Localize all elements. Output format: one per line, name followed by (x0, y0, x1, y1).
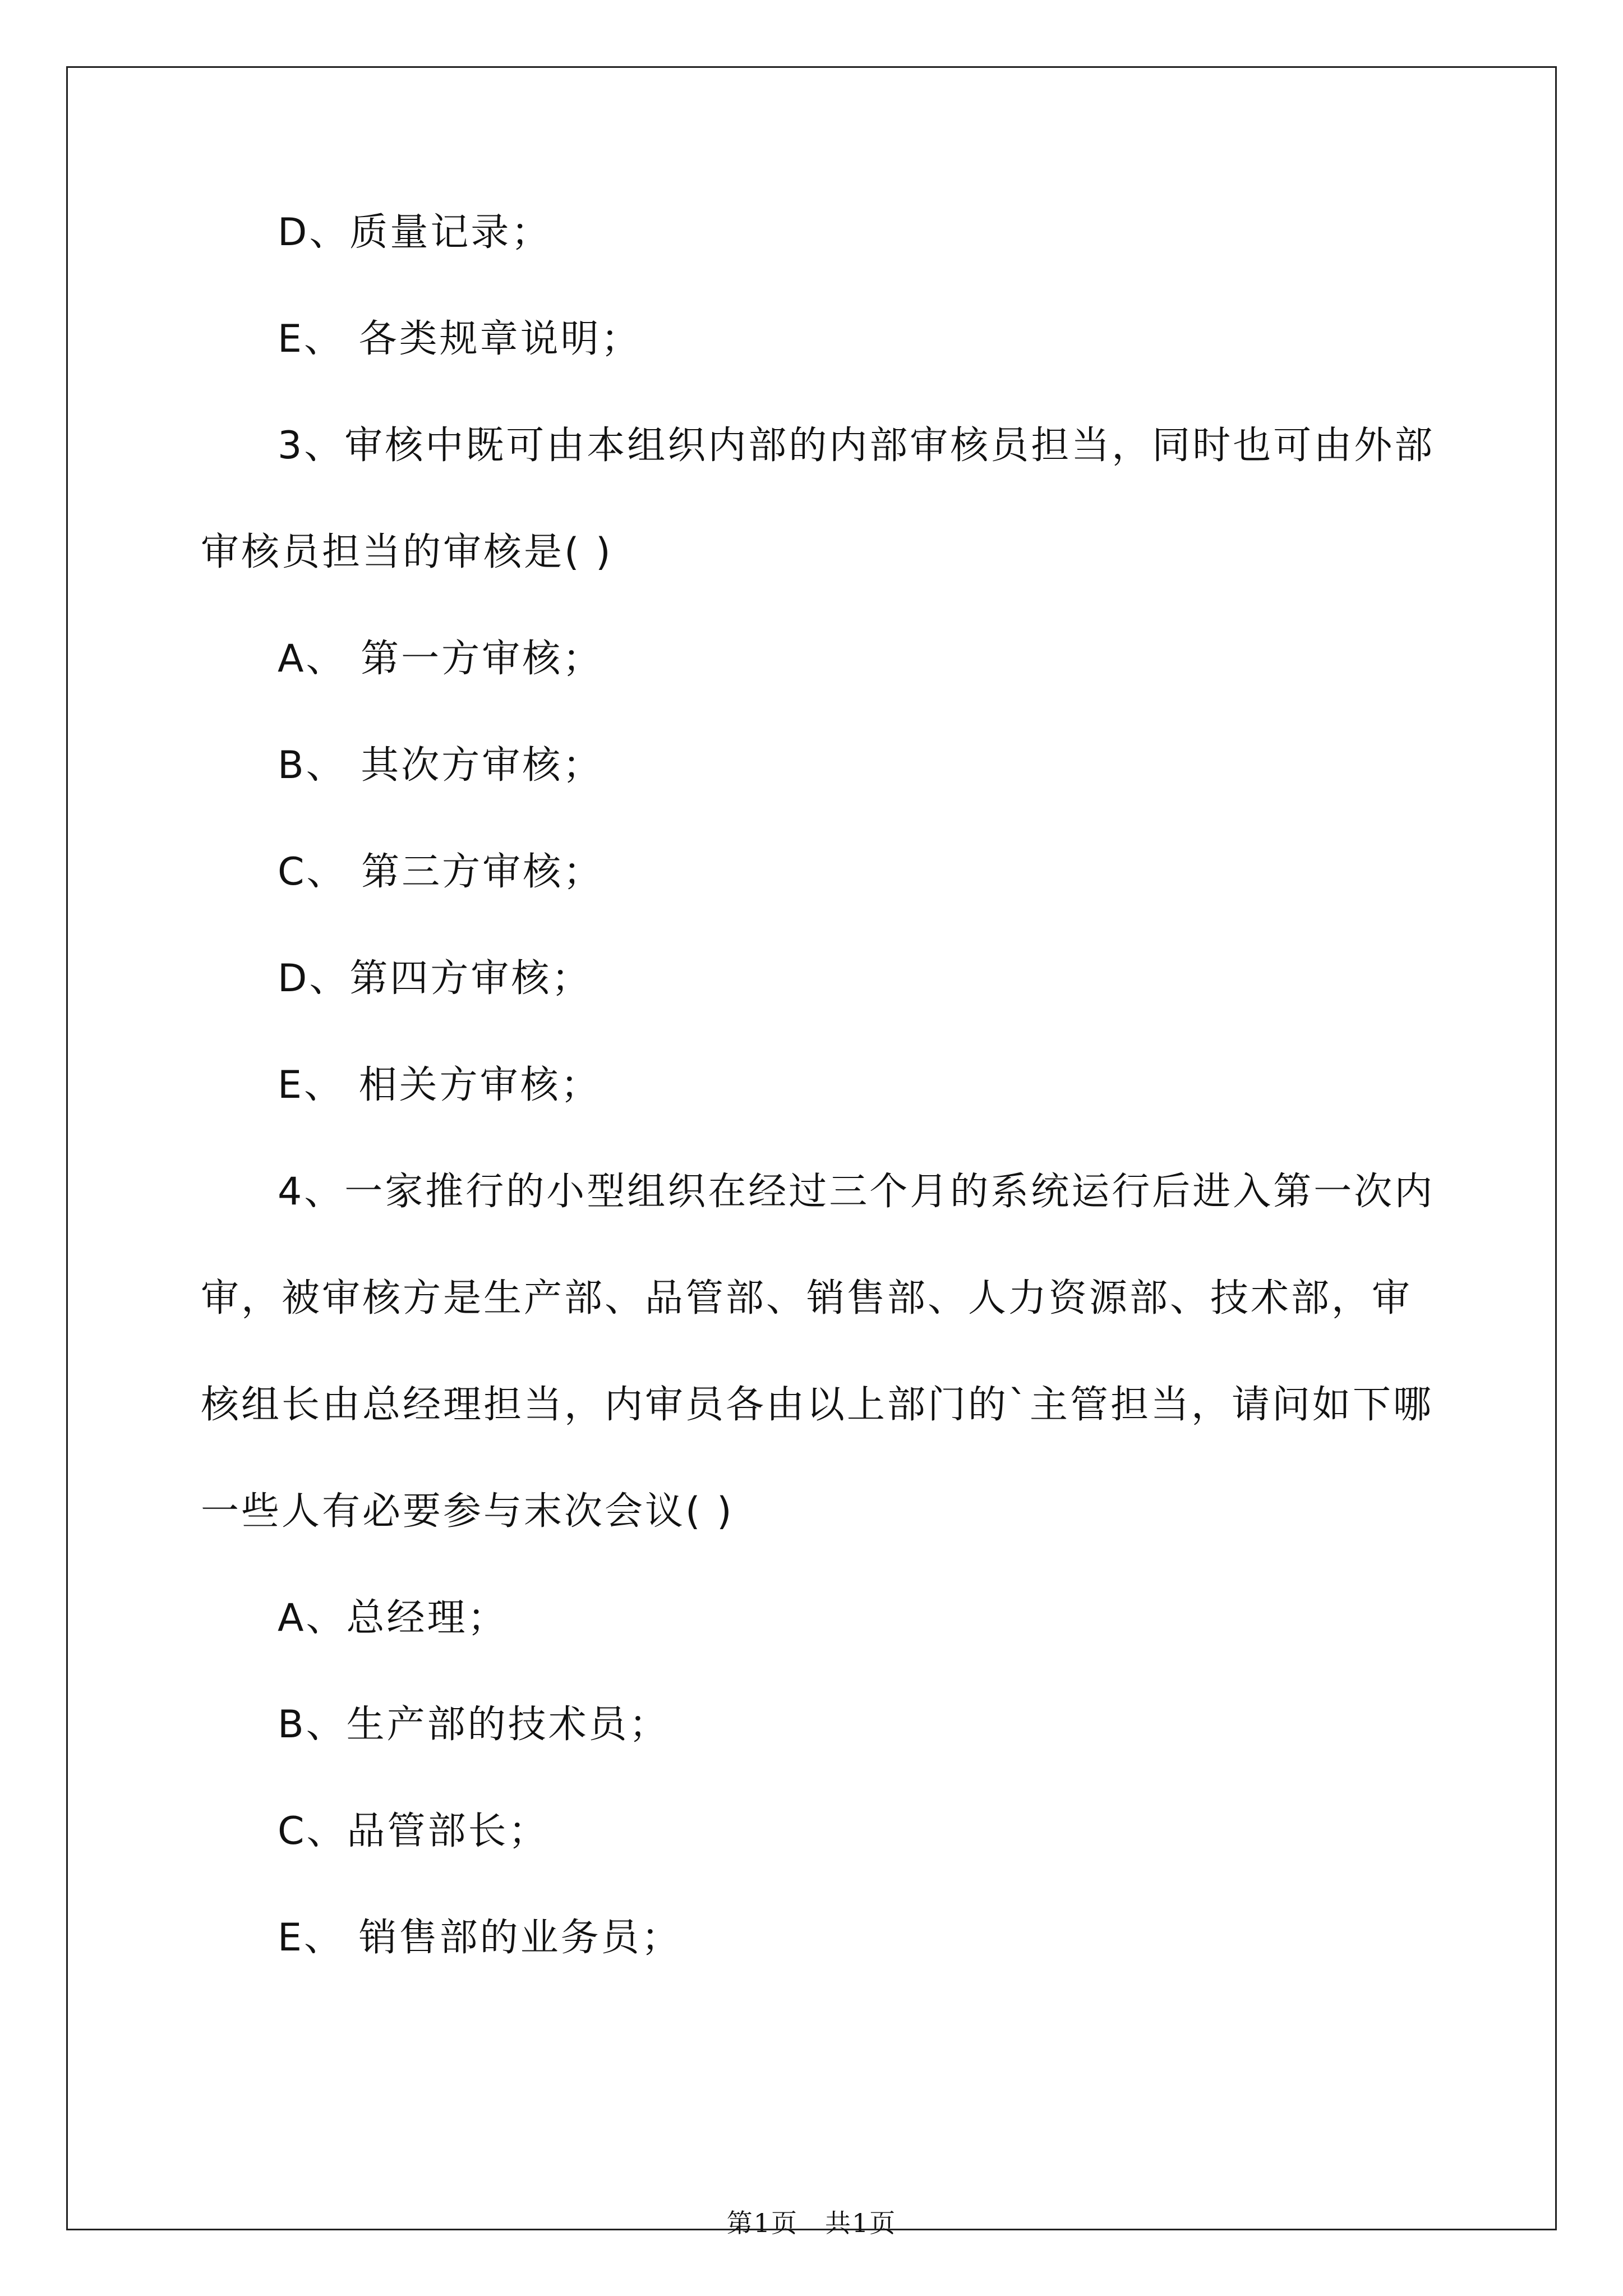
q4-option-b: B、生产部的技术员； (278, 1703, 670, 1747)
q4-option-c: C、品管部长； (278, 1809, 549, 1853)
question-4-line-3: 核组长由总经理担当，内审员各由以上部门的`主管担当，请问如下哪 (201, 1383, 1434, 1427)
q4-option-e: E、 销售部的业务员； (278, 1916, 682, 1960)
question-4-line-2: 审，被审核方是生产部、品管部、销售部、人力资源部、技术部，审 (201, 1276, 1413, 1320)
question-4-line-1: 4、一家推行的小型组织在经过三个月的系统运行后进入第一次内 (278, 1170, 1435, 1214)
option-d-quality-records: D、质量记录； (278, 210, 552, 255)
option-e-regulations: E、 各类规章说明； (278, 317, 642, 361)
question-3-line-1: 3、审核中既可由本组织内部的内部审核员担当，同时也可由外部 (278, 424, 1435, 468)
question-3-line-2: 审核员担当的审核是( ) (201, 530, 613, 574)
q3-option-b: B、 其次方审核； (278, 743, 603, 788)
q4-option-a: A、总经理； (278, 1596, 508, 1640)
q3-option-e: E、 相关方审核； (278, 1063, 601, 1107)
page-footer: 第1页 共1页 (726, 2208, 897, 2238)
page-border (66, 66, 1557, 2230)
q3-option-a: A、 第一方审核； (278, 637, 603, 681)
q3-option-c: C、 第三方审核； (278, 850, 604, 894)
q3-option-d: D、第四方审核； (278, 956, 592, 1001)
question-4-line-4: 一些人有必要参与末次会议( ) (201, 1489, 734, 1534)
